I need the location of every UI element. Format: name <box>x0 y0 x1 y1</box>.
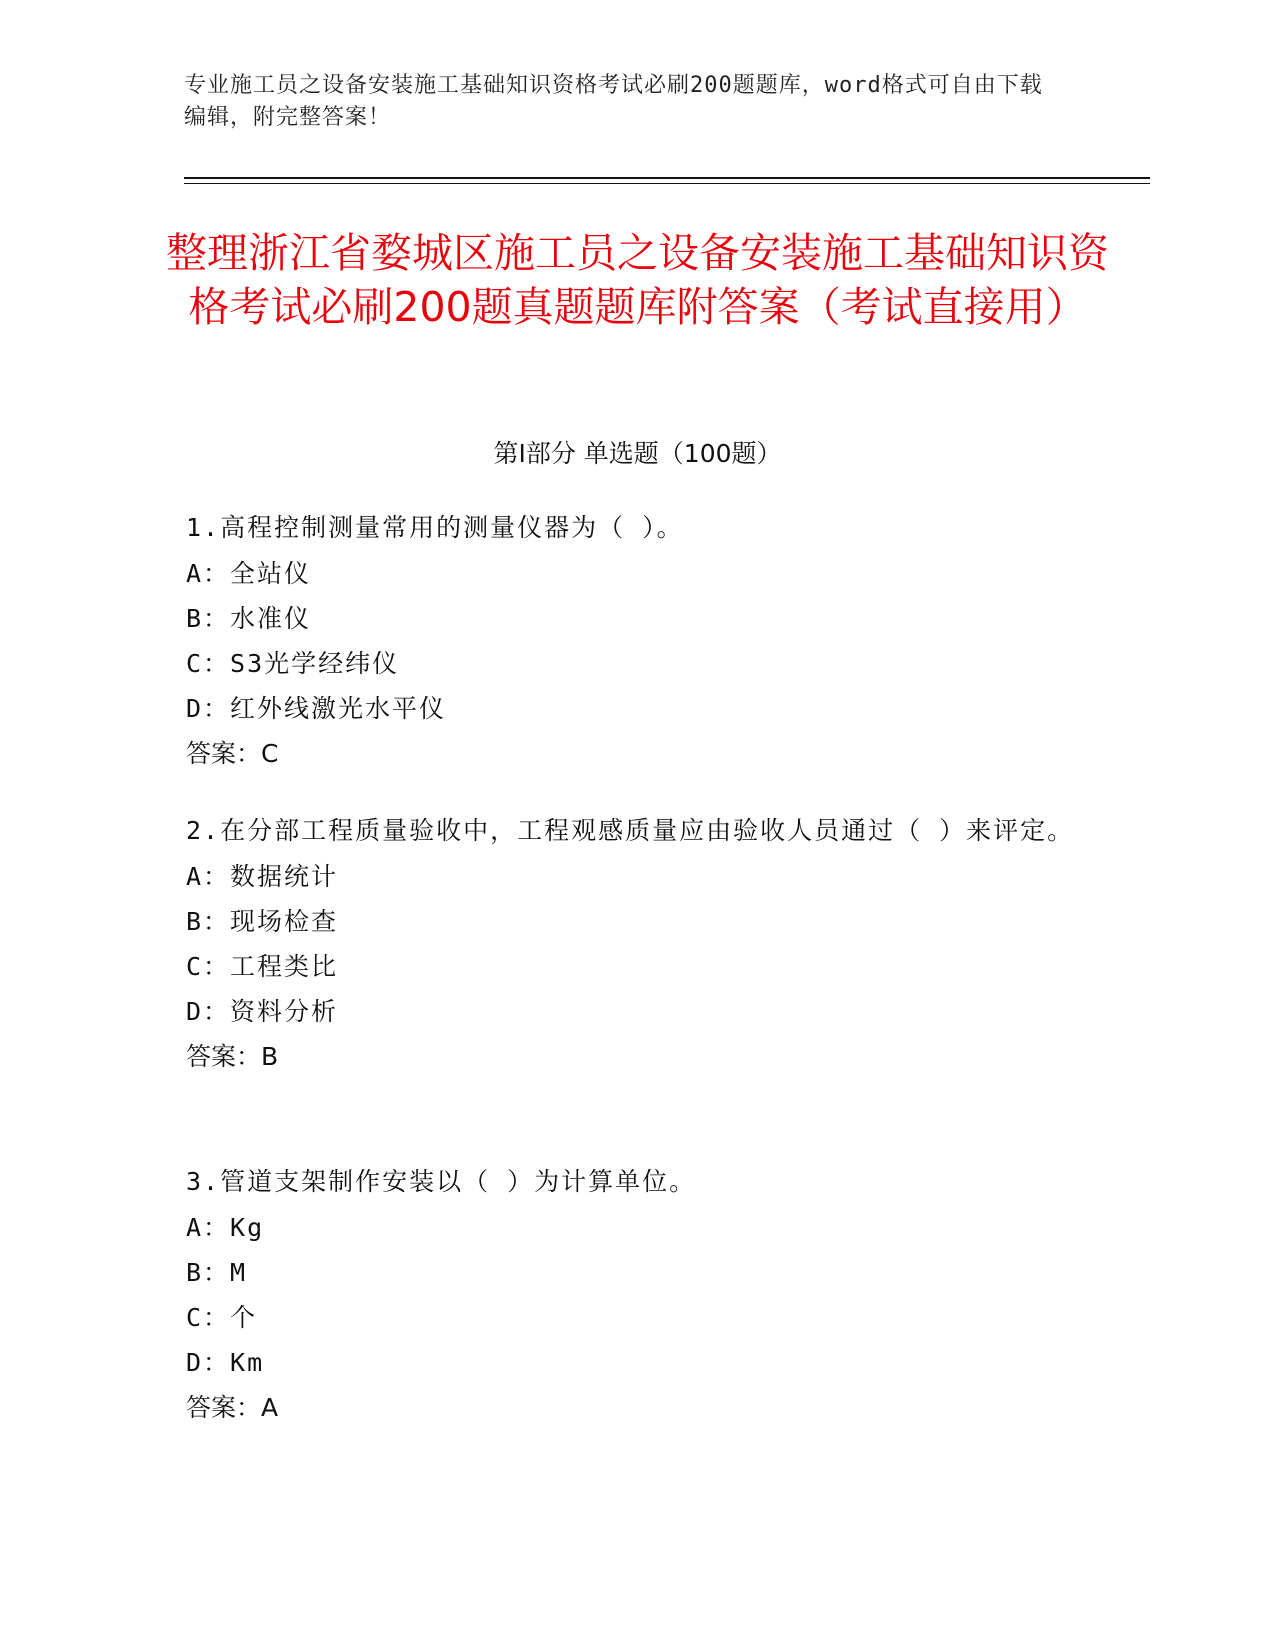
question-1 <box>186 505 1086 777</box>
option-d: D：Km <box>186 1348 265 1377</box>
option-b: B：现场检查 <box>186 907 339 936</box>
option-c: C：工程类比 <box>186 952 339 981</box>
document-intro: 专业施工员之设备安装施工基础知识资格考试必刷200题题库，word格式可自由下载编辑，附完整答案！ <box>184 73 1043 130</box>
question-2 <box>186 808 1086 1080</box>
section-heading: 第I部分 单选题（100题） <box>493 439 782 468</box>
question-stem: 3.管道支架制作安装以（ ）为计算单位。 <box>186 1167 697 1196</box>
header-rule-thin <box>184 183 1150 184</box>
document-title: 整理浙江省婺城区施工员之设备安装施工基础知识资格考试必刷200题真题题库附答案（考试直接用） <box>166 229 1109 331</box>
option-c: C：S3光学经纬仪 <box>186 649 400 678</box>
question-3 <box>186 1159 1086 1431</box>
option-b: B：M <box>186 1258 248 1287</box>
answer: 答案：C <box>186 739 279 768</box>
option-d: D：红外线激光水平仪 <box>186 694 447 723</box>
answer: 答案：B <box>186 1042 279 1071</box>
option-a: A：全站仪 <box>186 559 312 588</box>
question-stem: 1.高程控制测量常用的测量仪器为（ ）。 <box>186 513 684 542</box>
header-rule-thick <box>184 177 1150 179</box>
option-c: C：个 <box>186 1303 258 1332</box>
option-b: B：水准仪 <box>186 604 312 633</box>
answer: 答案：A <box>186 1393 279 1422</box>
option-d: D：资料分析 <box>186 997 339 1026</box>
option-a: A：Kg <box>186 1213 265 1242</box>
question-stem: 2.在分部工程质量验收中，工程观感质量应由验收人员通过（ ）来评定。 <box>186 816 1075 845</box>
option-a: A：数据统计 <box>186 862 339 891</box>
